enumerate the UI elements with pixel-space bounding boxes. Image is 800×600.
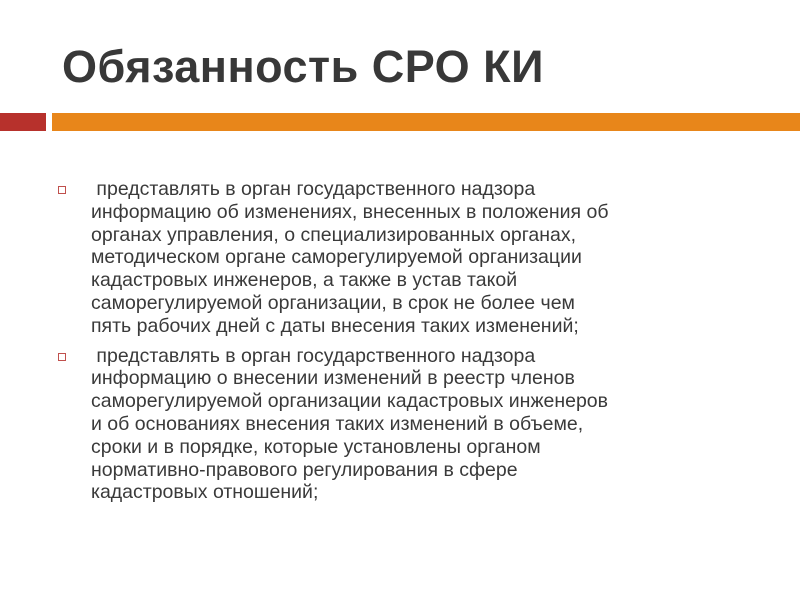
bullet-line: саморегулируемой организации, в срок не более чем xyxy=(91,291,575,314)
bullet-list xyxy=(58,178,758,511)
bullet-line: и об основаниях внесения таких изменений в объеме, xyxy=(91,412,584,435)
title-rule-accent-left xyxy=(0,113,46,131)
slide-title: Обязанность СРО КИ xyxy=(62,41,544,92)
bullet-line: пять рабочих дней с даты внесения таких изменений; xyxy=(91,314,579,337)
bullet-line: представлять в орган государственного надзора xyxy=(91,344,536,367)
bullet-text xyxy=(91,345,758,505)
bullet-line: сроки и в порядке, которые установлены органом xyxy=(91,435,541,458)
bullet-line: нормативно-правового регулирования в сфере xyxy=(91,458,518,481)
square-bullet-icon xyxy=(58,186,66,194)
bullet-line: информацию об изменениях, внесенных в положения об xyxy=(91,200,609,223)
title-rule-accent-right xyxy=(52,113,800,131)
bullet-line: информацию о внесении изменений в реестр членов xyxy=(91,367,575,390)
square-bullet-icon xyxy=(58,353,66,361)
bullet-line: кадастровых отношений; xyxy=(91,481,319,504)
bullet-line: методическом органе саморегулируемой организации xyxy=(91,246,582,269)
bullet-text xyxy=(91,178,758,338)
bullet-line: представлять в орган государственного надзора xyxy=(91,178,536,200)
bullet-line: кадастровых инженеров, а также в устав такой xyxy=(91,269,518,292)
bullet-line: органах управления, о специализированных органах, xyxy=(91,223,577,246)
bullet-item xyxy=(58,178,758,338)
bullet-line: саморегулируемой организации кадастровых инженеров xyxy=(91,390,608,413)
bullet-item xyxy=(58,345,758,505)
